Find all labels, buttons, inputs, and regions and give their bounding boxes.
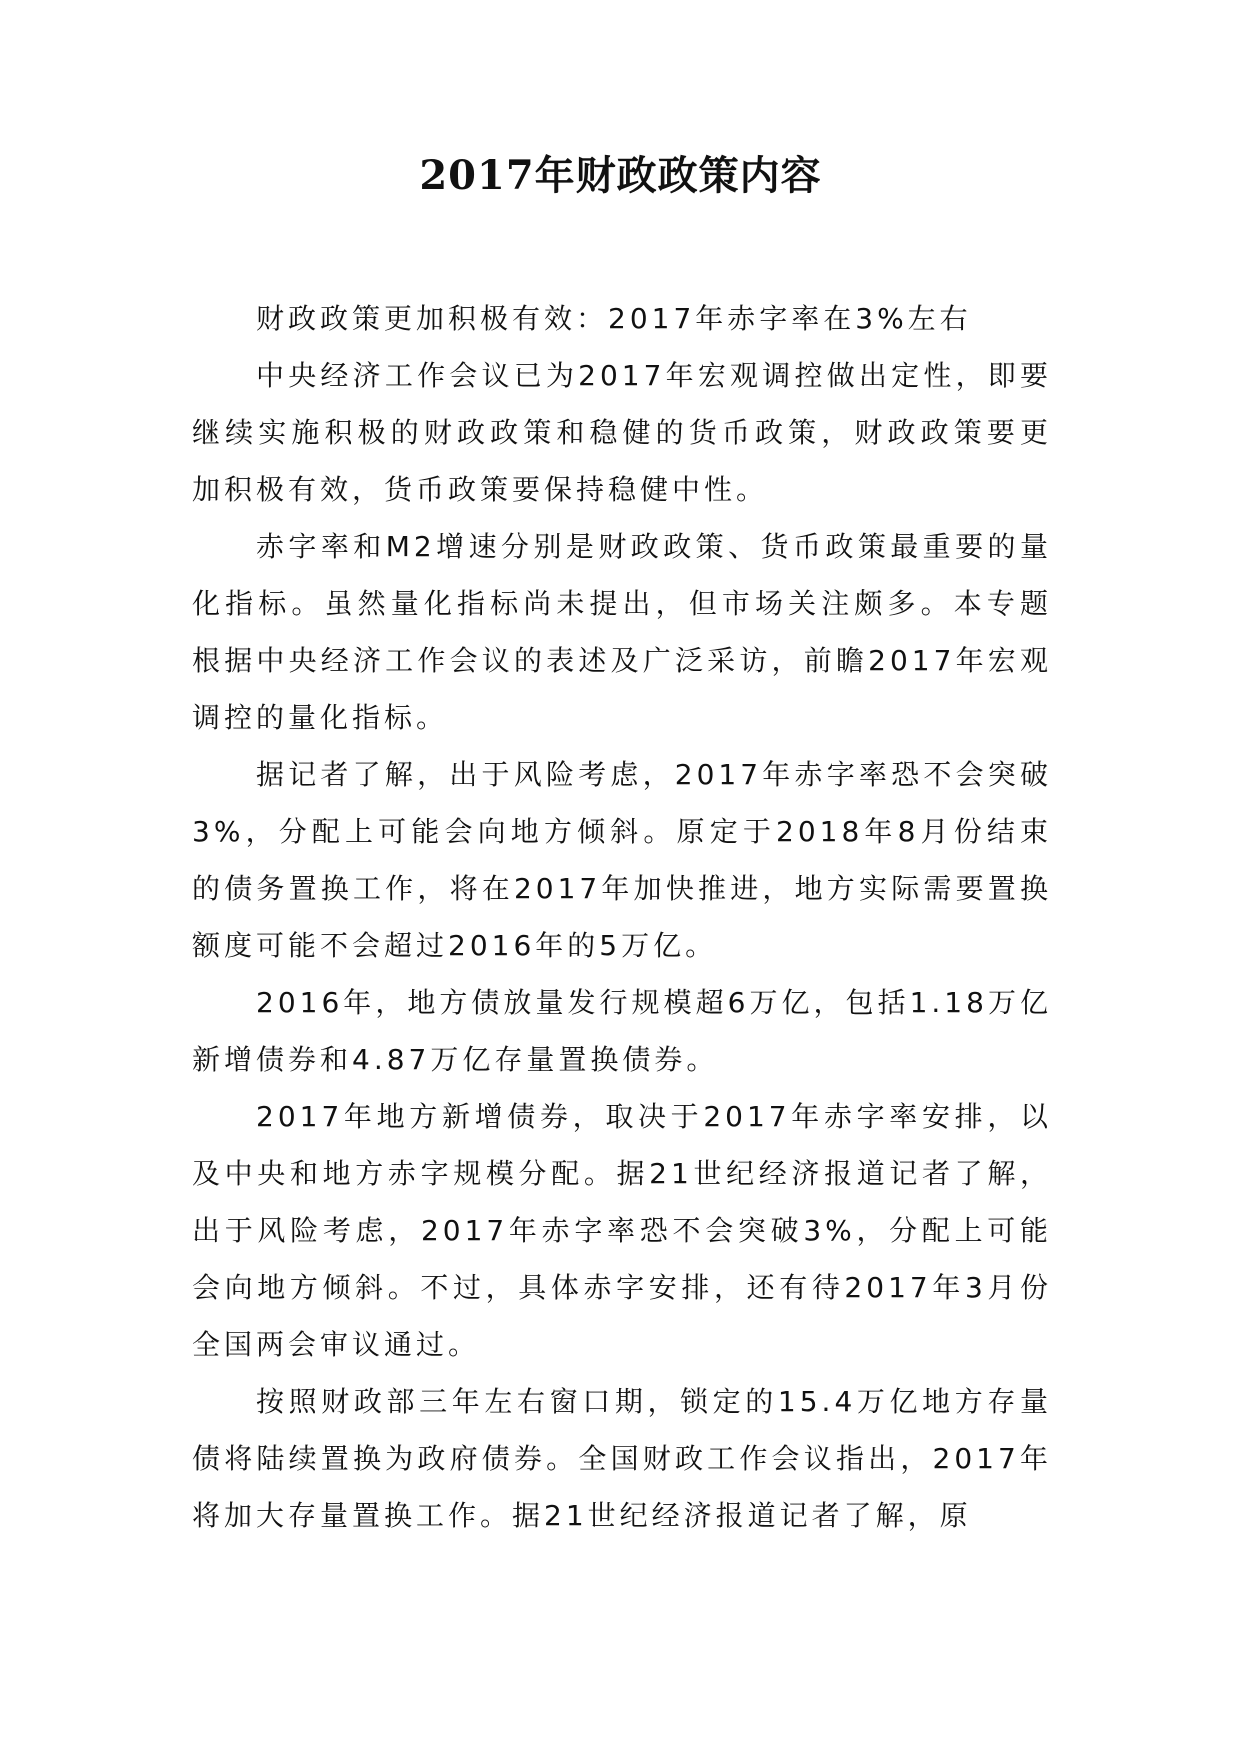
document-title: 2017年财政政策内容 xyxy=(419,152,822,199)
document-body xyxy=(192,290,1052,1544)
paragraph: 财政政策更加积极有效：2017年赤字率在3%左右 xyxy=(256,302,972,335)
paragraph: 按照财政部三年左右窗口期，锁定的15.4万亿地方存量债将陆续置换为政府债券。全国财政工作会议指出，2017年将加大存量置换工作。据21世纪经济报道记者了解，原 xyxy=(192,1385,1052,1532)
paragraph: 2016年，地方债放量发行规模超6万亿，包括1.18万亿新增债券和4.87万亿存量置换债券。 xyxy=(192,986,1052,1076)
paragraph: 赤字率和M2增速分别是财政政策、货币政策最重要的量化指标。虽然量化指标尚未提出，但市场关注颇多。本专题根据中央经济工作会议的表述及广泛采访，前瞻2017年宏观调控的量化指标。 xyxy=(192,530,1052,734)
paragraph: 2017年地方新增债券，取决于2017年赤字率安排，以及中央和地方赤字规模分配。据21世纪经济报道记者了解，出于风险考虑，2017年赤字率恐不会突破3%，分配上可能会向地方倾斜。不过，具体赤字安排，还有待2017年3月份全国两会审议通过。 xyxy=(192,1100,1052,1361)
paragraph: 中央经济工作会议已为2017年宏观调控做出定性，即要继续实施积极的财政政策和稳健的货币政策，财政政策要更加积极有效，货币政策要保持稳健中性。 xyxy=(192,359,1052,506)
paragraph: 据记者了解，出于风险考虑，2017年赤字率恐不会突破3%，分配上可能会向地方倾斜。原定于2018年8月份结束的债务置换工作，将在2017年加快推进，地方实际需要置换额度可能不会超过2016年的5万亿。 xyxy=(192,758,1052,962)
